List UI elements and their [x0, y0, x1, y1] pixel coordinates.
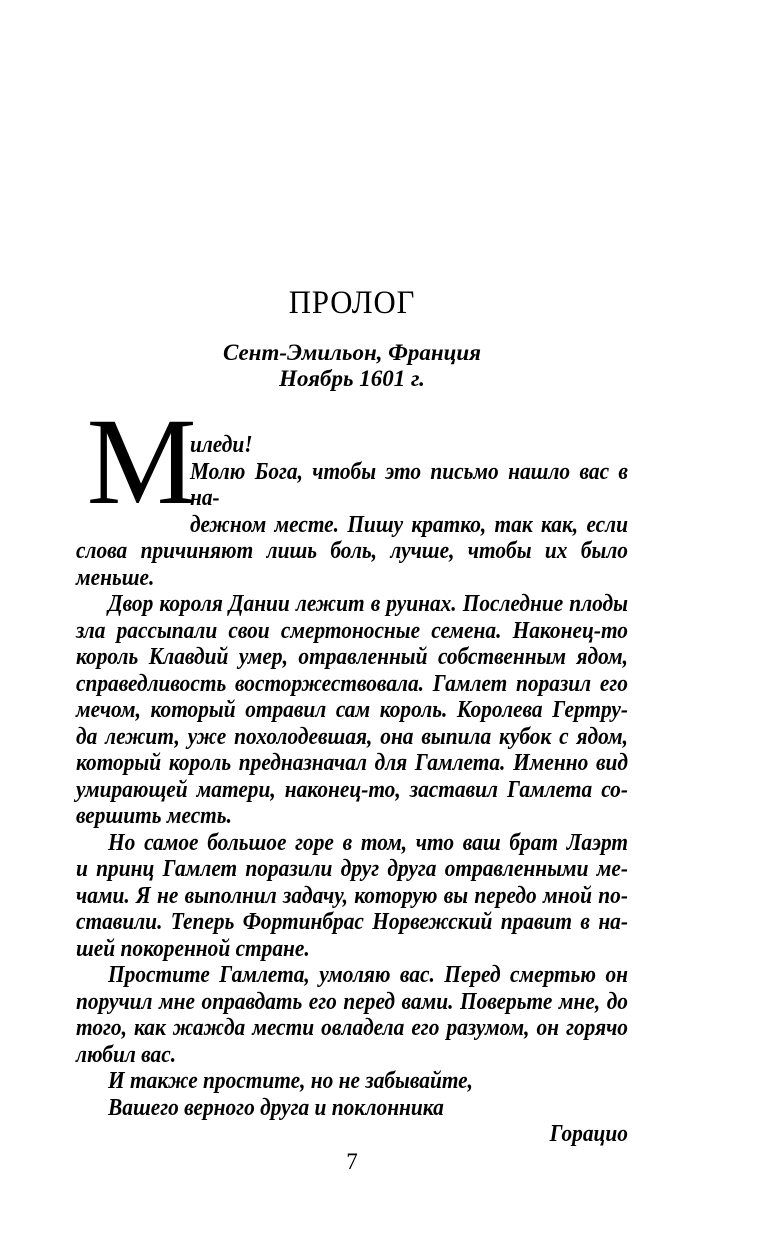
page-content	[76, 283, 628, 1174]
letter-line: да лежит, уже похолодевшая, она выпила кубок с ядом,	[76, 723, 628, 750]
letter-line: ставили. Теперь Фортинбрас Норвежский правит в на-	[76, 909, 628, 935]
letter-line: и принц Гамлет поразили друг друга отравленными ме-	[76, 856, 628, 882]
dateline-date: Ноябрь 1601 г.	[279, 366, 425, 391]
letter-line: вершить месть.	[76, 803, 232, 829]
dateline-location: Сент-Эмильон, Франция	[222, 340, 482, 365]
letter-line: чами. Я не выполнил задачу, которую вы передо мной по-	[76, 882, 628, 909]
letter-line: поручил мне оправдать его перед вами. Поверьте мне, до	[76, 988, 628, 1015]
letter-line: Но самое большое горе в том, что ваш брат Лаэрт	[108, 829, 628, 856]
letter-line: Вашего верного друга и поклонника	[108, 1094, 444, 1121]
letter-line: иледи!	[189, 432, 253, 458]
letter-line: дежном месте. Пишу кратко, так как, если	[189, 511, 628, 538]
letter-line: который король предназначал для Гамлета. Именно вид	[76, 750, 628, 776]
drop-cap: М	[86, 393, 197, 530]
letter	[76, 393, 628, 1148]
chapter-title	[76, 283, 628, 323]
signature: Горацио	[549, 1121, 628, 1147]
chapter-title-text: ПРОЛОГ	[288, 285, 416, 321]
letter-body	[76, 393, 628, 1148]
dateline	[76, 340, 628, 392]
letter-line: мечом, который отравил сам король. Королева Гертру-	[76, 697, 628, 723]
letter-line: И также простите, но не забывайте,	[108, 1068, 474, 1094]
letter-line: Молю Бога, чтобы это письмо нашло вас в на-	[189, 458, 628, 511]
letter-line: шей покоренной стране.	[76, 935, 310, 962]
letter-line: зла рассыпали свои смертоносные семена. Наконец-то	[76, 617, 628, 644]
letter-line: слова причиняют лишь боль, лучше, чтобы их было меньше.	[76, 538, 628, 591]
letter-line: справедливость восторжествовала. Гамлет поразил его	[76, 670, 628, 697]
letter-line: король Клавдий умер, отравленный собственным ядом,	[76, 644, 628, 670]
letter-line: Двор короля Дании лежит в руинах. Последние плоды	[108, 591, 628, 617]
letter-line: того, как жажда мести овладела его разумом, он горячо	[76, 1015, 628, 1041]
page-number: 7	[346, 1148, 358, 1174]
letter-line: любил вас.	[76, 1041, 177, 1068]
letter-line: Простите Гамлета, умоляю вас. Перед смертью он	[108, 962, 628, 988]
letter-line: умирающей матери, наконец-то, заставил Гамлета со-	[76, 776, 628, 803]
